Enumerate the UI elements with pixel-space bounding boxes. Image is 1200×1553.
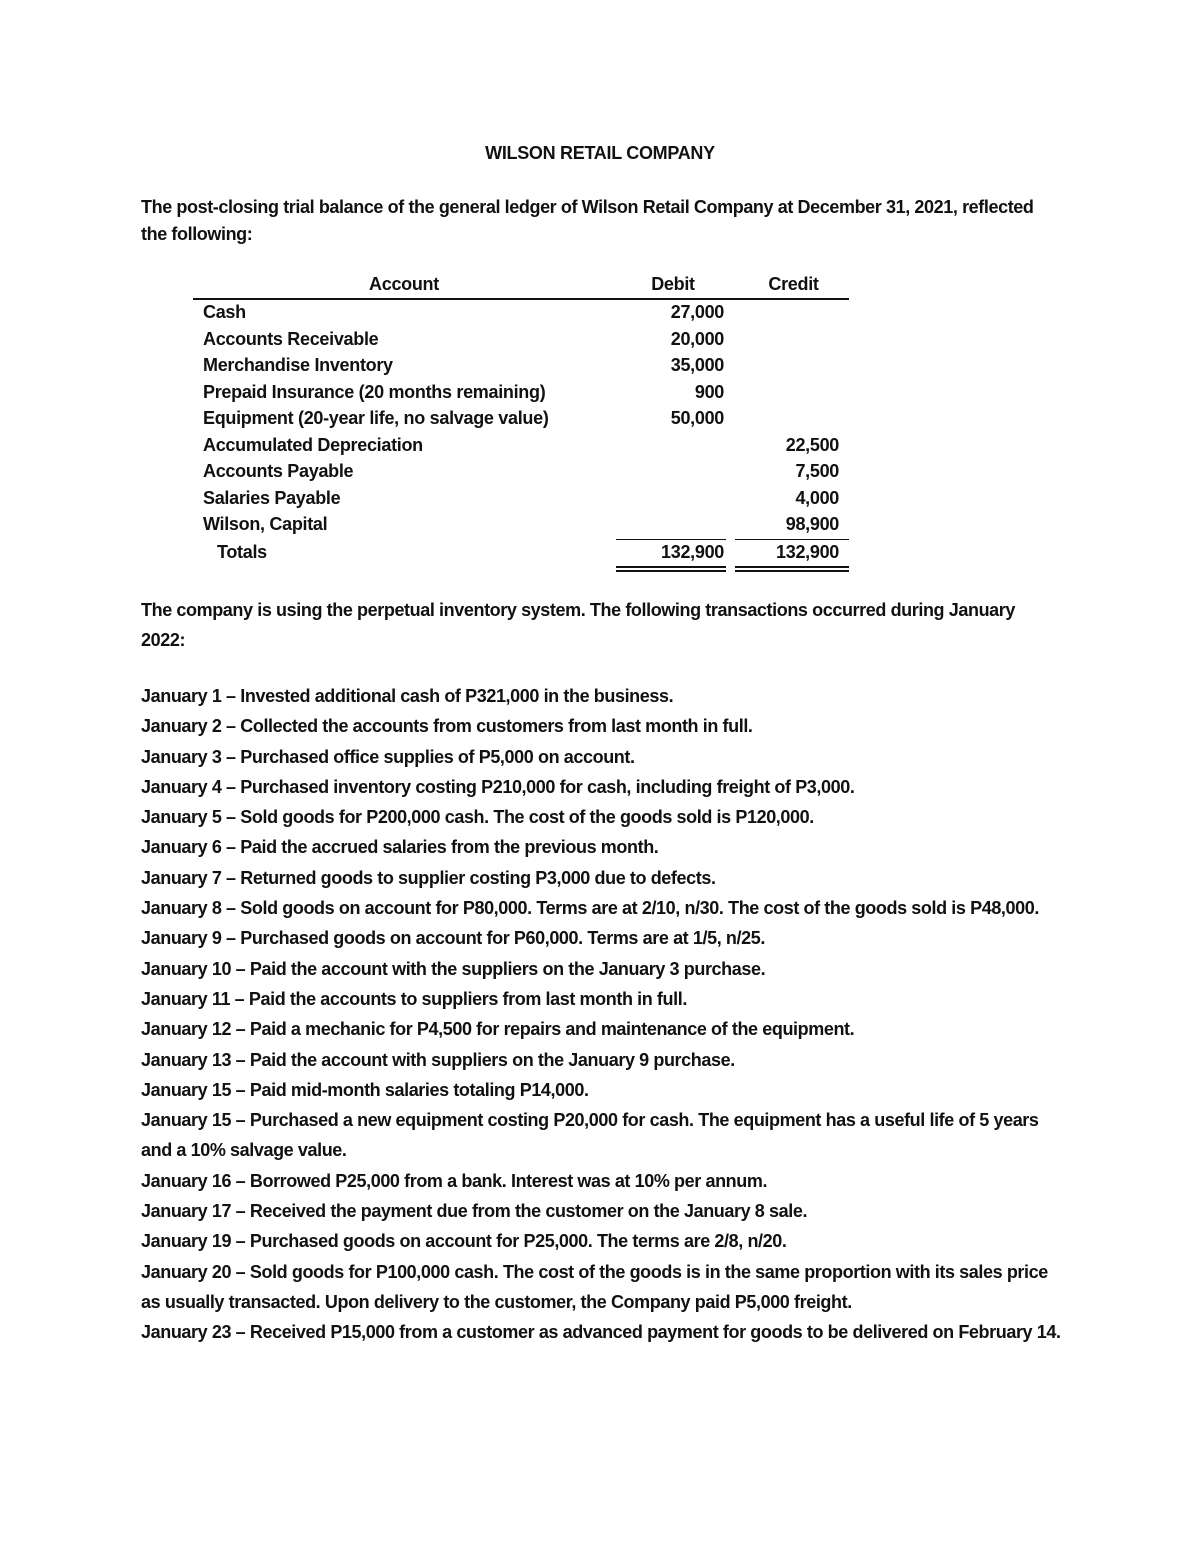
list-item: January 1 – Invested additional cash of P321,000 in the business. — [141, 686, 674, 706]
list-item: January 5 – Sold goods for P200,000 cash. The cost of the goods sold is P120,000. — [141, 807, 814, 828]
header-account: Account — [369, 274, 439, 294]
totals-label: Totals — [217, 541, 267, 562]
list-item: January 20 – Sold goods for P100,000 cash. The cost of the goods is in the same proportion with its sales price as usually transacted. Upon delivery to the customer, the Company paid P5,000 freight. — [141, 1261, 1048, 1312]
table-row — [193, 486, 849, 513]
list-item: January 10 – Paid the account with the suppliers on the January 3 purchase. — [141, 958, 766, 979]
table-row — [193, 327, 849, 354]
list-item: January 17 – Received the payment due from the customer on the January 8 sale. — [141, 1201, 808, 1222]
inventory-system-note: The company is using the perpetual inventory system. The following transactions occurred during January 2022: — [141, 600, 1015, 650]
account-name: Merchandise Inventory — [203, 355, 393, 375]
debit-value: 20,000 — [670, 328, 724, 349]
debit-value: 35,000 — [670, 355, 724, 375]
list-item: January 19 – Purchased goods on account for P25,000. The terms are 2/8, n/20. — [141, 1231, 787, 1252]
debit-double-underline — [616, 566, 726, 572]
credit-value: 22,500 — [785, 434, 839, 455]
debit-value: 900 — [694, 381, 724, 402]
intro-paragraph: The post-closing trial balance of the general ledger of Wilson Retail Company at December 31, 2021, reflected the following: — [141, 197, 1034, 244]
account-name: Accumulated Depreciation — [203, 434, 423, 455]
document-title: WILSON RETAIL COMPANY — [485, 143, 715, 163]
table-row — [193, 459, 849, 486]
list-item: January 2 – Collected the accounts from customers from last month in full. — [141, 716, 753, 737]
account-name: Prepaid Insurance (20 months remaining) — [203, 381, 546, 402]
trial-balance-table — [193, 273, 849, 567]
credit-total: 132,900 — [776, 541, 839, 562]
debit-value: 50,000 — [670, 408, 724, 428]
list-item: January 9 – Purchased goods on account for P60,000. Terms are at 1/5, n/25. — [141, 928, 765, 949]
trial-balance-header — [193, 273, 849, 300]
credit-value: 98,900 — [785, 514, 839, 534]
account-name: Equipment (20-year life, no salvage value) — [203, 408, 549, 428]
account-name: Cash — [203, 302, 246, 322]
list-item: January 3 – Purchased office supplies of P5,000 on account. — [141, 746, 635, 767]
account-name: Accounts Payable — [203, 461, 354, 481]
list-item: January 12 – Paid a mechanic for P4,500 for repairs and maintenance of the equipment. — [141, 1019, 855, 1040]
table-row — [193, 300, 849, 327]
transaction-list — [141, 681, 1066, 1348]
list-item: January 16 – Borrowed P25,000 from a bank. Interest was at 10% per annum. — [141, 1170, 768, 1191]
debit-total-rule — [616, 539, 726, 540]
list-item: January 4 – Purchased inventory costing P210,000 for cash, including freight of P3,000. — [141, 776, 855, 797]
table-row — [193, 406, 849, 433]
table-row — [193, 380, 849, 407]
table-row — [193, 353, 849, 380]
list-item: January 13 – Paid the account with suppliers on the January 9 purchase. — [141, 1049, 735, 1070]
debit-total: 132,900 — [661, 541, 724, 562]
table-row — [193, 433, 849, 460]
credit-value: 4,000 — [795, 487, 839, 508]
credit-double-underline — [735, 566, 849, 572]
list-item: January 15 – Paid mid-month salaries totaling P14,000. — [141, 1079, 589, 1100]
table-row — [193, 512, 849, 539]
list-item: January 23 – Received P15,000 from a customer as advanced payment for goods to be delivered on February 14. — [141, 1322, 1061, 1343]
account-name: Salaries Payable — [203, 487, 341, 508]
list-item: January 11 – Paid the accounts to suppliers from last month in full. — [141, 988, 687, 1009]
header-debit: Debit — [651, 274, 695, 294]
list-item: January 8 – Sold goods on account for P80,000. Terms are at 2/10, n/30. The cost of the goods sold is P48,000. — [141, 898, 1039, 919]
account-name: Accounts Receivable — [203, 328, 379, 349]
list-item: January 6 – Paid the accrued salaries from the previous month. — [141, 837, 659, 858]
list-item: January 15 – Purchased a new equipment costing P20,000 for cash. The equipment has a useful life of 5 years and a 10% salvage value. — [141, 1110, 1039, 1161]
header-credit: Credit — [768, 274, 819, 294]
list-item: January 7 – Returned goods to supplier costing P3,000 due to defects. — [141, 867, 716, 888]
debit-value: 27,000 — [670, 302, 724, 322]
totals-row — [193, 539, 849, 567]
credit-value: 7,500 — [795, 461, 839, 481]
credit-total-rule — [735, 539, 849, 540]
account-name: Wilson, Capital — [203, 514, 328, 534]
